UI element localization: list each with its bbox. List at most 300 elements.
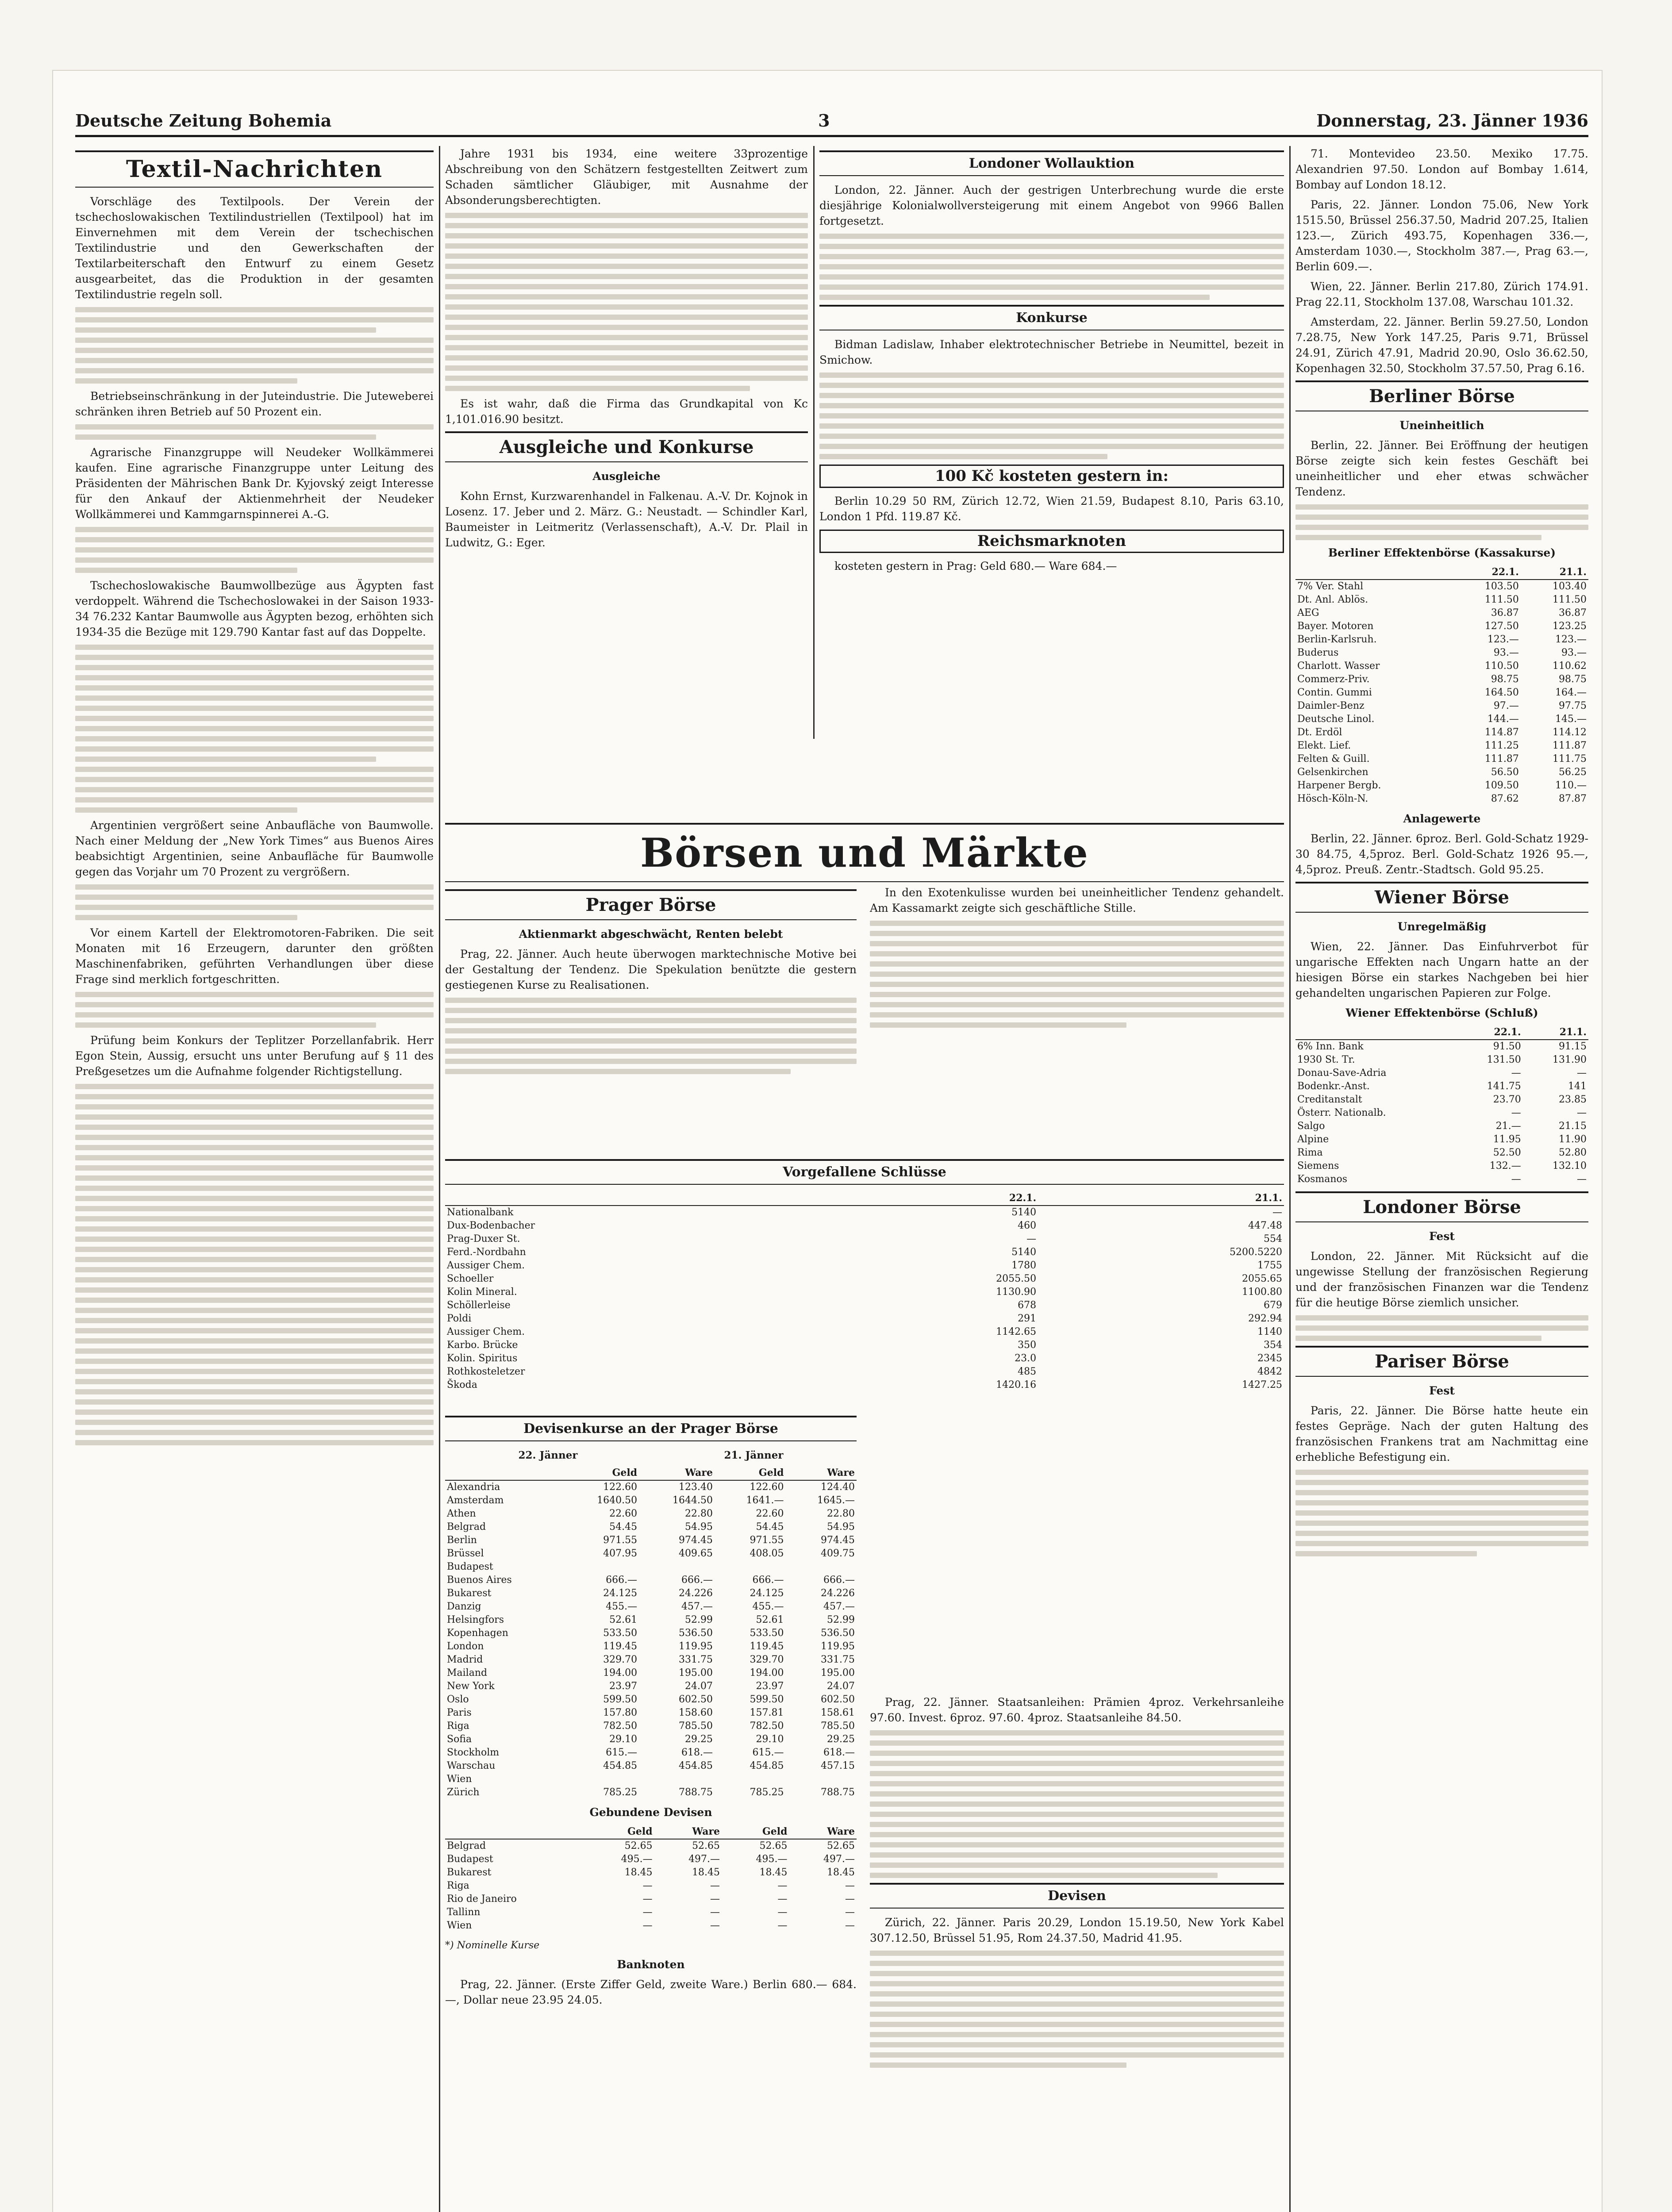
quote-value: 141 [1568, 1081, 1587, 1092]
column-2 [445, 146, 808, 739]
quote-value: 24.226 [678, 1588, 713, 1599]
quote-value: 22.60 [609, 1508, 638, 1519]
quote-value: 1142.65 [996, 1326, 1037, 1337]
quote-value: 1780 [1011, 1260, 1037, 1271]
security-name: Warschau [447, 1760, 496, 1771]
quote-value: 1100.80 [1242, 1286, 1282, 1298]
quote-value: 454.85 [750, 1760, 784, 1771]
wiener-heading: Wiener Börse [1295, 882, 1588, 913]
textil-article-3: Agrarische Finanzgruppe will Neudeker Wollkämmerei kaufen. Eine agrarische Finanzgruppe unter Leitung des Präsidenten der Mährischen Bank Dr. Kyjovský zeigt Interesse für den Ankauf der Aktienmehrheit der Neudeker Wollkämmerei und Kammgarnspinnerei A.-G. [75, 446, 434, 521]
newspaper-name: Deutsche Zeitung Bohemia [75, 111, 332, 131]
banknoten-heading: Banknoten [617, 1958, 685, 1971]
quote-value: 111.87 [1553, 740, 1587, 751]
table-row [1295, 713, 1588, 726]
security-name: Stockholm [447, 1747, 500, 1758]
quote-value: 495.— [621, 1854, 653, 1865]
quote-value: 131.90 [1553, 1054, 1587, 1065]
quote-value: 615.— [606, 1747, 638, 1758]
quote-value: 110.— [1555, 780, 1587, 791]
quote-value: 93.— [1493, 647, 1519, 658]
table-row [445, 1853, 857, 1866]
table-row [1295, 739, 1588, 753]
security-name: Alpine [1297, 1134, 1329, 1145]
quote-value: 24.07 [827, 1681, 855, 1692]
security-name: Budapest [447, 1854, 493, 1865]
quote-value: — [845, 1880, 855, 1891]
table-row [1295, 753, 1588, 766]
quote-value: 52.99 [827, 1614, 855, 1625]
table-row [1295, 1146, 1588, 1160]
markets-right [870, 885, 1284, 1033]
quote-value: 599.50 [603, 1694, 638, 1705]
table-row [445, 1759, 857, 1773]
security-name: Kolin Mineral. [447, 1286, 517, 1298]
quote-value: — [777, 1893, 788, 1905]
security-name: Sofia [447, 1734, 472, 1745]
quote-value: 457.— [823, 1601, 855, 1612]
quote-value: 29.10 [609, 1734, 638, 1745]
quote-value: — [1577, 1068, 1587, 1079]
security-name: Aussiger Chem. [447, 1260, 525, 1271]
prager-text-2: In den Exotenkulisse wurden bei uneinheitlicher Tendenz gehandelt. Am Kassamarkt zeigte sich geschäftliche Stille. [870, 886, 1284, 914]
quote-value: 36.87 [1491, 607, 1519, 618]
quote-value: 666.— [823, 1575, 855, 1586]
quote-value: — [1272, 1207, 1282, 1218]
quote-value: 1755 [1257, 1260, 1282, 1271]
quote-value: — [777, 1920, 788, 1931]
quote-value: 24.07 [684, 1681, 713, 1692]
security-name: Berlin-Karlsruh. [1297, 634, 1377, 645]
quote-value: 145.— [1555, 714, 1587, 725]
quote-value: 457.— [681, 1601, 713, 1612]
issue-date: Donnerstag, 23. Jänner 1936 [1316, 111, 1588, 131]
table-row [445, 1839, 857, 1853]
security-name: Bukarest [447, 1588, 492, 1599]
security-name: Mailand [447, 1667, 488, 1678]
quote-value: 971.55 [603, 1535, 638, 1546]
table-row [1295, 1080, 1588, 1093]
column-header [1295, 1025, 1457, 1040]
security-name: Commerz-Priv. [1297, 674, 1370, 685]
table-row [1295, 607, 1588, 620]
quote-value: 782.50 [603, 1720, 638, 1732]
kassa-table [1295, 565, 1588, 806]
devisen2-heading: Devisen [870, 1883, 1284, 1909]
quote-value: 495.— [756, 1854, 788, 1865]
quote-value: 407.95 [603, 1548, 638, 1559]
quote-value: 666.— [681, 1575, 713, 1586]
security-name: Belgrad [447, 1521, 486, 1532]
wiener-subheading: Unregelmäßig [1397, 920, 1487, 933]
table-row [445, 1720, 857, 1733]
quote-value: 93.— [1561, 647, 1587, 658]
quote-value: 123.25 [1553, 621, 1587, 632]
quote-value: 52.65 [692, 1840, 720, 1851]
quote-value: 22.80 [684, 1508, 713, 1519]
table-header-row [445, 1191, 1284, 1206]
quote-value: — [1026, 1233, 1037, 1244]
reichsmark-heading: Reichsmarknoten [819, 530, 1284, 553]
quote-value: 123.— [1555, 634, 1587, 645]
column-header: Ware [785, 1466, 857, 1480]
security-name: Creditanstalt [1297, 1094, 1362, 1105]
quote-value: 158.61 [821, 1707, 855, 1718]
quote-value: 194.00 [750, 1667, 784, 1678]
quote-value: 1140 [1257, 1326, 1282, 1337]
security-name: Karbo. Brücke [447, 1340, 518, 1351]
quote-value: 23.70 [1493, 1094, 1521, 1105]
devisen-section [445, 1411, 857, 2012]
quote-value: 788.75 [821, 1787, 855, 1798]
prager-heading: Prager Börse [445, 889, 857, 920]
security-name: Athen [447, 1508, 476, 1519]
devisen-date-previous: 21. Jänner [724, 1449, 784, 1461]
quote-value: 29.10 [756, 1734, 784, 1745]
quote-value: 194.00 [603, 1667, 638, 1678]
security-name: Danzig [447, 1601, 481, 1612]
quote-value: 123.— [1487, 634, 1519, 645]
quote-value: 23.85 [1559, 1094, 1587, 1105]
column-header: 22.1. [1457, 1025, 1522, 1040]
quote-value: 56.50 [1491, 767, 1519, 778]
column-header [1295, 565, 1453, 580]
quote-value: 785.50 [821, 1720, 855, 1732]
quote-value: 111.50 [1484, 594, 1519, 605]
quote-value: 460 [1018, 1220, 1037, 1231]
security-name: Österr. Nationalb. [1297, 1107, 1386, 1118]
security-name: Madrid [447, 1654, 483, 1665]
column-header: Geld [715, 1466, 786, 1480]
table-row [445, 1627, 857, 1640]
security-name: Wien [447, 1920, 472, 1931]
banknoten-text: Prag, 22. Jänner. (Erste Ziffer Geld, zweite Ware.) Berlin 680.— 684.—, Dollar neue 23.95 24.05. [445, 1978, 857, 2006]
table-row [1295, 1173, 1588, 1186]
textil-article-6: Vor einem Kartell der Elektromotoren-Fabriken. Die seit Monaten mit 16 Erzeugern, darunter den größten Maschinenfabriken, geführten Verhandlungen über diese Frage sind merklich fortgeschritten. [75, 926, 434, 986]
quote-value: 52.61 [609, 1614, 638, 1625]
quote-value: 123.40 [678, 1482, 713, 1493]
table-row [445, 1219, 1284, 1233]
quote-value: 602.50 [678, 1694, 713, 1705]
quote-value [785, 1560, 857, 1574]
quote-value: 678 [1018, 1300, 1037, 1311]
textil-article-4: Tschechoslowakische Baumwollbezüge aus Ägypten fast verdoppelt. Während die Tschechoslowakei in der Saison 1933-34 76.232 Kantar Baumwolle aus Ägypten bezog, erhöhten sich 1934-35 die Bezüge mit 129.790 Kantar fast auf das Doppelte. [75, 579, 434, 638]
quote-value: 291 [1018, 1313, 1037, 1324]
security-name: 6% Inn. Bank [1297, 1041, 1364, 1052]
quote-value: 52.99 [684, 1614, 713, 1625]
markets-left [445, 885, 857, 1079]
quote-value: 5200.5220 [1230, 1247, 1282, 1258]
table-row [1295, 699, 1588, 713]
column-4 [1295, 146, 1588, 2212]
ausgleiche-text: Kohn Ernst, Kurzwarenhandel in Falkenau. A.-V. Dr. Kojnok in Losenz. 17. Jeber und 2. März. G.: Neustadt. — Schindler Karl, Baumeister in Leitmeritz (Verlassenschaft), A.-V. Dr. Plail in Ludwitz, G.: Eger. [445, 490, 808, 549]
quote-value: 4842 [1257, 1366, 1282, 1377]
quote-value: 157.81 [750, 1707, 784, 1718]
quote-value: 54.45 [756, 1521, 784, 1532]
quote-value [563, 1773, 639, 1786]
columns [75, 146, 1588, 2212]
quote-value: 52.65 [624, 1840, 653, 1851]
table-row [1295, 646, 1588, 660]
quote-value: 127.50 [1484, 621, 1519, 632]
table-row [445, 1866, 857, 1879]
table-row [1295, 779, 1588, 792]
quote-value: 974.45 [678, 1535, 713, 1546]
berliner-heading: Berliner Börse [1295, 380, 1588, 411]
security-name: Oslo [447, 1694, 469, 1705]
quote-value: 331.75 [821, 1654, 855, 1665]
security-name: Rima [1297, 1147, 1323, 1158]
quote-value: 785.50 [678, 1720, 713, 1732]
quote-value: 1420.16 [996, 1379, 1037, 1390]
security-name: Kosmanos [1297, 1174, 1348, 1185]
devisen2-text: Zürich, 22. Jänner. Paris 20.29, London 15.19.50, New York Kabel 307.12.50, Brüssel 51.95, Rom 24.37.50, Madrid 41.95. [870, 1916, 1284, 1944]
londoner-subheading: Fest [1429, 1230, 1455, 1243]
berliner-text: Berlin, 22. Jänner. Bei Eröffnung der heutigen Börse zeigte sich kein festes Geschäft bei uneinheitlicher und eher etwas schwächer Tendenz. [1295, 439, 1588, 498]
quote-value: 122.60 [603, 1482, 638, 1493]
quote-value: 21.15 [1559, 1121, 1587, 1132]
wiener-table [1295, 1025, 1588, 1186]
quote-value: 329.70 [603, 1654, 638, 1665]
table-row [445, 1706, 857, 1720]
quote-value: 56.25 [1559, 767, 1587, 778]
quote-value: 111.25 [1484, 740, 1519, 751]
security-name: Helsingfors [447, 1614, 504, 1625]
quote-value: 408.05 [750, 1548, 784, 1559]
markets-block [445, 818, 1284, 2212]
quote-value: 785.25 [750, 1787, 784, 1798]
table-row [445, 1339, 1284, 1352]
quote-value [715, 1773, 786, 1786]
security-name: Prag-Duxer St. [447, 1233, 520, 1244]
table-row [445, 1352, 1284, 1365]
quote-value [639, 1560, 715, 1574]
quote-value: — [710, 1880, 720, 1891]
security-name: AEG [1297, 607, 1319, 618]
table-row [445, 1879, 857, 1893]
quote-value: 788.75 [678, 1787, 713, 1798]
quote-value: 22.80 [827, 1508, 855, 1519]
column-header: 21.1. [1038, 1191, 1284, 1206]
quote-value: 1641.— [746, 1495, 784, 1506]
column-header: 22.1. [1453, 565, 1521, 580]
security-name: Harpener Bergb. [1297, 780, 1381, 791]
quote-value: — [1511, 1068, 1521, 1079]
schluesse-table [445, 1191, 1284, 1392]
security-name: Kopenhagen [447, 1628, 508, 1639]
quote-value: 132.10 [1553, 1160, 1587, 1171]
konkurse-text: Bidman Ladislaw, Inhaber elektrotechnischer Betriebe in Neumittel, bezeit in Smichow. [819, 338, 1284, 366]
security-name: Berlin [447, 1535, 477, 1546]
quote-value [563, 1560, 639, 1574]
ausgleiche-heading: Ausgleiche und Konkurse [445, 431, 808, 462]
quote-value: 666.— [606, 1575, 638, 1586]
security-name: Contin. Gummi [1297, 687, 1372, 698]
quote-value: — [710, 1920, 720, 1931]
quote-value: 5140 [1011, 1247, 1037, 1258]
quote-value: 454.85 [678, 1760, 713, 1771]
quote-value: 5140 [1011, 1207, 1037, 1218]
table-row [1295, 1133, 1588, 1146]
column-3 [819, 146, 1284, 739]
quote-value: 29.25 [684, 1734, 713, 1745]
quote-value: 533.50 [750, 1628, 784, 1639]
table-row [445, 1365, 1284, 1379]
quote-value: 103.40 [1553, 581, 1587, 592]
table-row [445, 1521, 857, 1534]
page-number: 3 [818, 111, 830, 131]
table-row [445, 1587, 857, 1600]
table-row [445, 1507, 857, 1521]
table-row [445, 1379, 1284, 1392]
security-name: Elekt. Lief. [1297, 740, 1351, 751]
quote-value: 23.97 [756, 1681, 784, 1692]
security-name: Tallinn [447, 1907, 480, 1918]
table-header-row [1295, 565, 1588, 580]
security-name: Rio de Janeiro [447, 1893, 517, 1905]
quote-value: 52.50 [1493, 1147, 1521, 1158]
column-header: Ware [654, 1824, 722, 1839]
table-header-row [1295, 1025, 1588, 1040]
security-name: 7% Ver. Stahl [1297, 581, 1364, 592]
quote-value: 91.50 [1493, 1041, 1521, 1052]
quote-value: 1427.25 [1242, 1379, 1282, 1390]
quote-value: 11.95 [1493, 1134, 1521, 1145]
security-name: Poldi [447, 1313, 472, 1324]
table-row [445, 1733, 857, 1746]
table-row [1295, 580, 1588, 593]
quote-value [715, 1560, 786, 1574]
kassa-heading: Berliner Effektenbörse (Kassakurse) [1328, 546, 1556, 559]
quote-value: 110.50 [1484, 661, 1519, 672]
quote-value: 52.61 [756, 1614, 784, 1625]
quote-value: 409.65 [678, 1548, 713, 1559]
table-row [1295, 660, 1588, 673]
column-header [445, 1191, 846, 1206]
column-header: 21.1. [1521, 565, 1588, 580]
security-name: Salgo [1297, 1121, 1325, 1132]
table-row [445, 1206, 1284, 1219]
security-name: Dt. Anl. Ablös. [1297, 594, 1368, 605]
quote-value: 114.12 [1553, 727, 1587, 738]
table-row [445, 1574, 857, 1587]
table-row [1295, 620, 1588, 633]
security-name: Ferd.-Nordbahn [447, 1247, 526, 1258]
table-row [445, 1613, 857, 1627]
security-name: Riga [447, 1720, 469, 1732]
schluesse-heading: Vorgefallene Schlüsse [445, 1159, 1284, 1185]
security-name: Amsterdam [447, 1495, 504, 1506]
table-row [445, 1906, 857, 1919]
quote-value: 132.— [1489, 1160, 1521, 1171]
table-row [445, 1600, 857, 1613]
table-row [1295, 1053, 1588, 1067]
quote-value: 109.50 [1484, 780, 1519, 791]
prager-subheading: Aktienmarkt abgeschwächt, Renten belebt [519, 928, 783, 941]
quote-value: 785.25 [603, 1787, 638, 1798]
londoner-heading: Londoner Börse [1295, 1191, 1588, 1222]
table-row [445, 1494, 857, 1507]
quote-value: 1645.— [817, 1495, 855, 1506]
quote-value: 533.50 [603, 1628, 638, 1639]
quote-value: — [777, 1907, 788, 1918]
column-header: Ware [639, 1466, 715, 1480]
quote-value: — [710, 1893, 720, 1905]
quote-value: 98.75 [1559, 674, 1587, 685]
quote-value: 22.60 [756, 1508, 784, 1519]
quote-value: — [1511, 1174, 1521, 1185]
quote-value [785, 1773, 857, 1786]
quote-value: 2055.50 [996, 1273, 1037, 1284]
table-row [445, 1547, 857, 1560]
quote-value: 18.45 [759, 1867, 788, 1878]
anlage-heading: Anlagewerte [1403, 812, 1481, 825]
quote-value: 971.55 [750, 1535, 784, 1546]
security-name: Donau-Save-Adria [1297, 1068, 1387, 1079]
quote-value: 666.— [752, 1575, 784, 1586]
table-row [1295, 1067, 1588, 1080]
devisen-table [445, 1466, 857, 1799]
column-header: 22.1. [846, 1191, 1038, 1206]
quote-value: 158.60 [678, 1707, 713, 1718]
devisen-heading: Devisenkurse an der Prager Börse [445, 1416, 857, 1441]
quote-value: 485 [1018, 1366, 1037, 1377]
table-row [1295, 686, 1588, 699]
table-row [445, 1299, 1284, 1312]
table-row [1295, 1106, 1588, 1120]
devisen-date-row [445, 1448, 857, 1463]
table-row [445, 1233, 1284, 1246]
ausgleiche-subheading: Ausgleiche [592, 470, 661, 483]
security-name: Schöllerleise [447, 1300, 511, 1311]
column-rule [439, 146, 440, 2212]
pariser-subheading: Fest [1429, 1384, 1455, 1397]
security-name: Riga [447, 1880, 469, 1891]
security-name: Buderus [1297, 647, 1339, 658]
table-row [445, 1919, 857, 1932]
quote-value: 679 [1264, 1300, 1282, 1311]
quote-value: — [845, 1920, 855, 1931]
quote-value: 21.— [1495, 1121, 1521, 1132]
column-header: 21.1. [1523, 1025, 1588, 1040]
table-header-row [445, 1824, 857, 1839]
column-header [445, 1824, 587, 1839]
column-header: Geld [722, 1824, 789, 1839]
quote-value: 98.75 [1491, 674, 1519, 685]
quote-value: 455.— [606, 1601, 638, 1612]
table-row [445, 1259, 1284, 1272]
security-name: Schoeller [447, 1273, 494, 1284]
quote-value: 350 [1018, 1340, 1037, 1351]
quote-value: — [710, 1907, 720, 1918]
quote-value: 111.87 [1484, 753, 1519, 764]
quote-value: 18.45 [692, 1867, 720, 1878]
security-name: Felten & Guill. [1297, 753, 1370, 764]
table-row [1295, 792, 1588, 806]
column-header: Geld [587, 1824, 654, 1839]
wollauktion-text: London, 22. Jänner. Auch der gestrigen Unterbrechung wurde die erste diesjährige Kolonialwollversteigerung mit einem Angebot von 9966 Ballen fortgesetzt. [819, 184, 1284, 227]
schluesse-section [445, 1155, 1284, 1397]
quote-value: 195.00 [821, 1667, 855, 1678]
security-name: Paris [447, 1707, 472, 1718]
quote-value: 111.75 [1553, 753, 1587, 764]
quote-value: 24.125 [750, 1588, 784, 1599]
quote-value: — [777, 1880, 788, 1891]
security-name: Dt. Erdöl [1297, 727, 1342, 738]
security-name: 1930 St. Tr. [1297, 1054, 1355, 1065]
quote-value: 409.75 [821, 1548, 855, 1559]
pariser-heading: Pariser Börse [1295, 1346, 1588, 1377]
quote-value: 2055.65 [1242, 1273, 1282, 1284]
